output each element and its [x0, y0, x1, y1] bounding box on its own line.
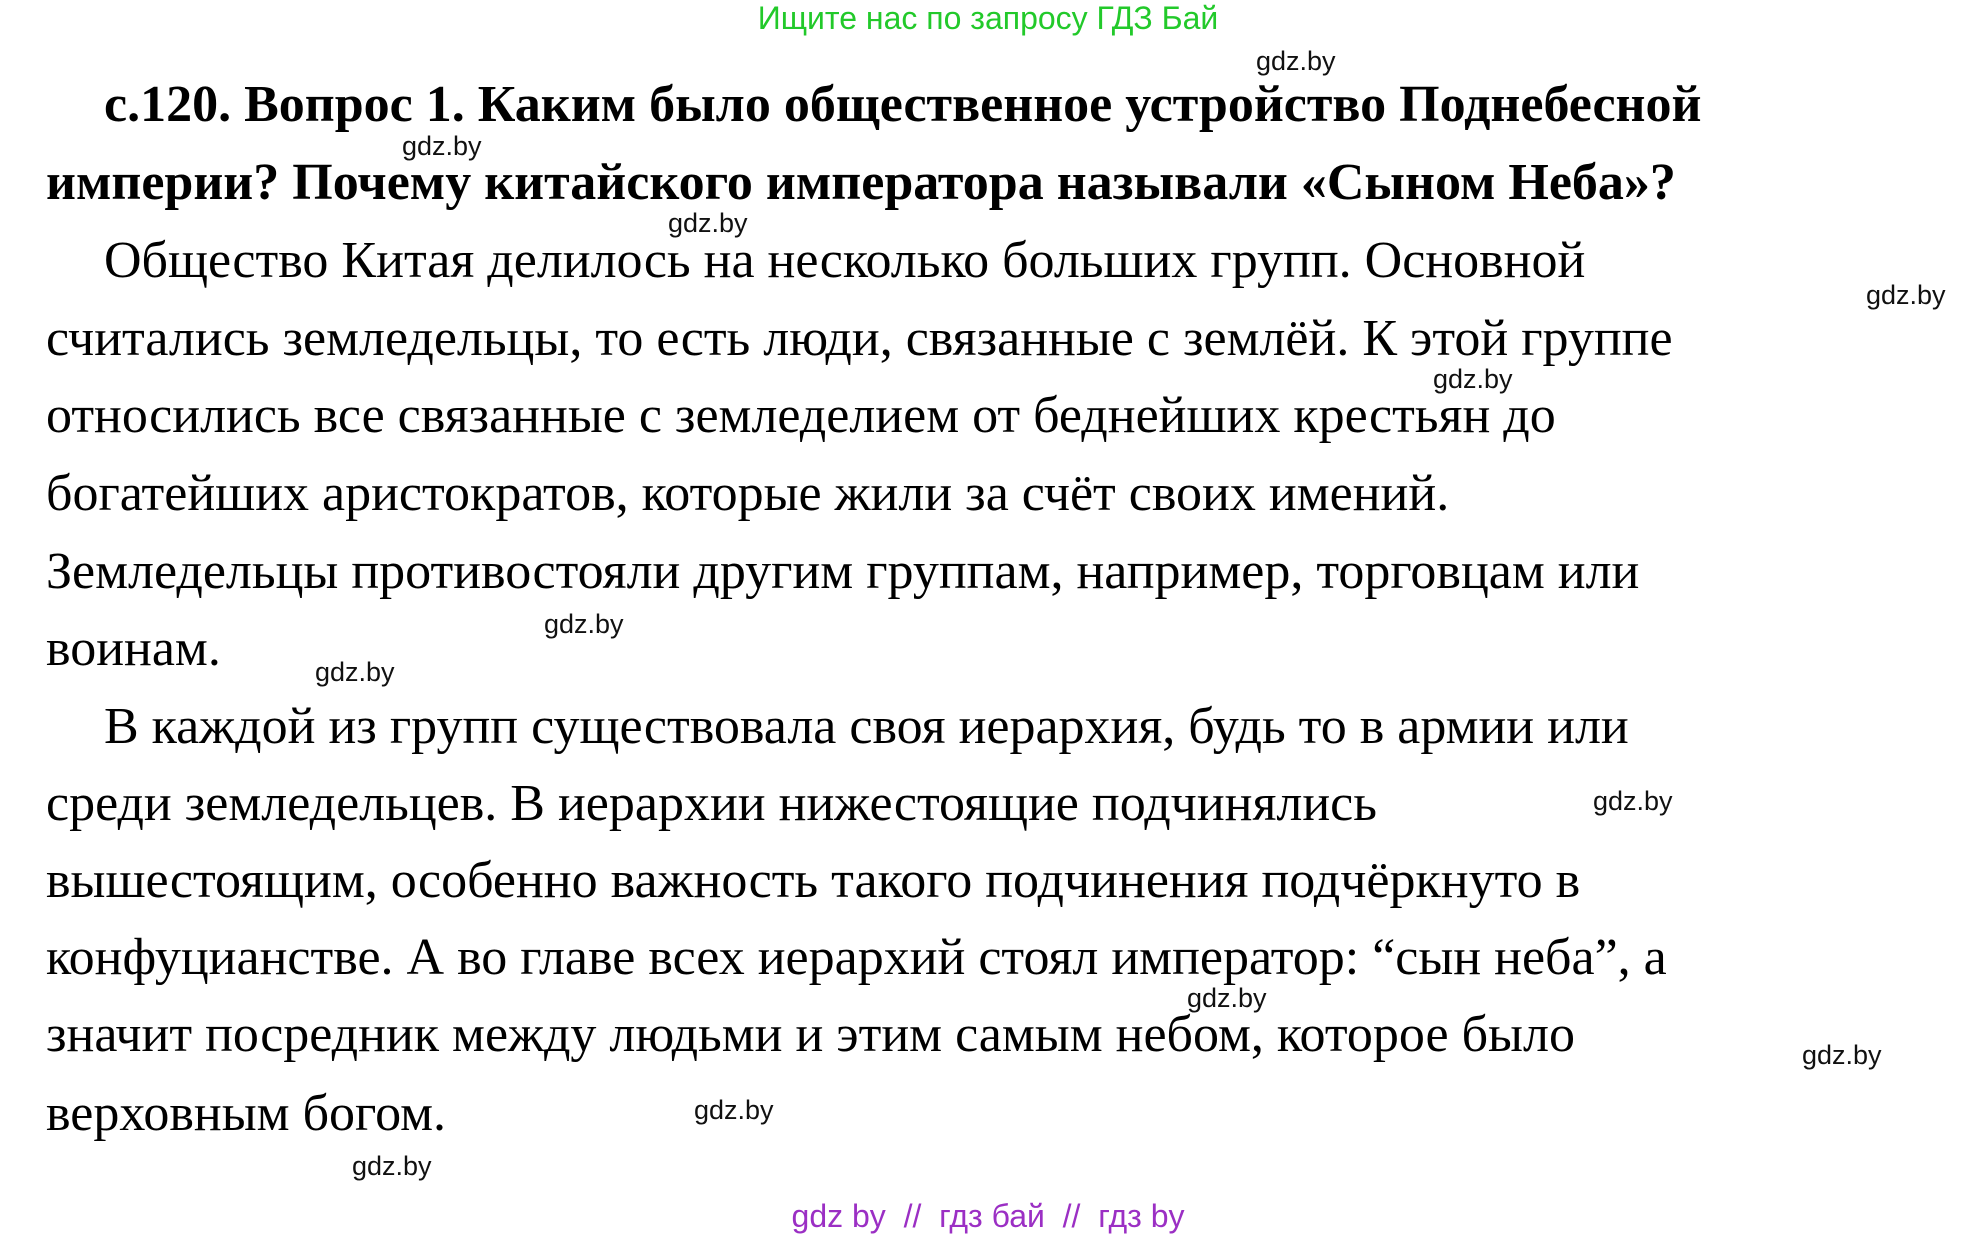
answer-line: воинам.: [46, 620, 221, 677]
watermark: gdz.by: [1593, 786, 1673, 816]
watermark: gdz.by: [1187, 983, 1267, 1013]
watermark: gdz.by: [402, 131, 482, 161]
watermark: gdz.by: [1802, 1040, 1882, 1070]
watermark: gdz.by: [668, 208, 748, 238]
question-title-line-2: империи? Почему китайского императора называли «Сыном Неба»?: [46, 154, 1676, 211]
answer-line: В каждой из групп существовала своя иерархия, будь то в армии или: [104, 698, 1629, 755]
search-banner: Ищите нас по запросу ГДЗ Бай: [757, 0, 1219, 36]
answer-line: относились все связанные с земледелием от беднейших крестьян до: [46, 387, 1556, 444]
answer-line: богатейших аристократов, которые жили за счёт своих имений.: [46, 465, 1450, 522]
question-title-line-1: с.120. Вопрос 1. Каким было общественное устройство Поднебесной: [104, 76, 1702, 133]
answer-line: Земледельцы противостояли другим группам, например, торговцам или: [46, 543, 1640, 600]
answer-line: считались земледельцы, то есть люди, связанные с землёй. К этой группе: [46, 310, 1673, 367]
watermark: gdz.by: [352, 1151, 432, 1181]
watermark: gdz.by: [315, 657, 395, 687]
answer-line: конфуцианстве. А во главе всех иерархий стоял император: “сын неба”, а: [46, 929, 1667, 986]
answer-line: Общество Китая делилось на несколько больших групп. Основной: [104, 232, 1586, 289]
watermark: gdz.by: [1433, 364, 1513, 394]
answer-line: значит посредник между людьми и этим самым небом, которое было: [46, 1006, 1575, 1063]
answer-line: верховным богом.: [46, 1085, 446, 1142]
watermark: gdz.by: [1866, 280, 1946, 310]
watermark: gdz.by: [544, 609, 624, 639]
watermark: gdz.by: [1256, 46, 1336, 76]
watermark: gdz.by: [694, 1095, 774, 1125]
answer-line: вышестоящим, особенно важность такого подчинения подчёркнуто в: [46, 852, 1581, 909]
footer-watermark: gdz by // гдз бай // гдз by: [791, 1198, 1185, 1234]
answer-line: среди земледельцев. В иерархии нижестоящие подчинялись: [46, 775, 1377, 832]
